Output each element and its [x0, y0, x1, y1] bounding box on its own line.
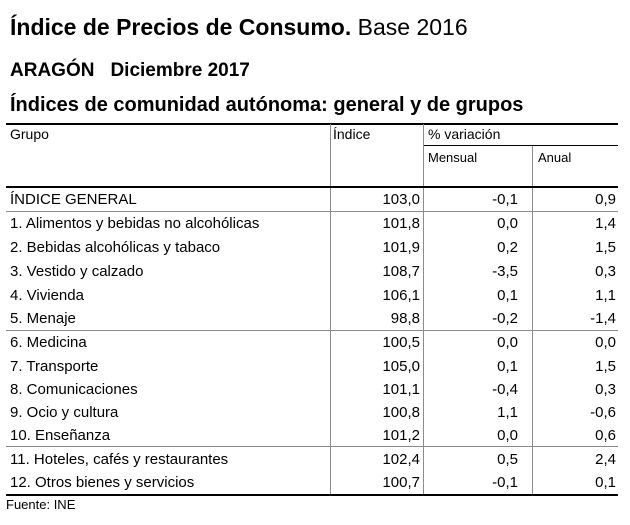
- table-row: [0, 331, 630, 355]
- row-anual: 0,0: [595, 334, 616, 351]
- row-name: 9. Ocio y cultura: [10, 404, 119, 421]
- row-mensual: -0,1: [492, 191, 518, 208]
- table-row: [0, 424, 630, 448]
- row-name: 10. Enseñanza: [10, 427, 111, 444]
- row-indice: 100,5: [382, 334, 420, 351]
- row-indice: 98,8: [390, 310, 420, 327]
- row-indice: 101,1: [382, 381, 420, 398]
- table-row: [0, 188, 630, 212]
- row-name: 2. Bebidas alcohólicas y tabaco: [10, 239, 221, 256]
- row-indice: 103,0: [382, 191, 420, 208]
- row-name: ÍNDICE GENERAL: [10, 191, 137, 208]
- table-row: [0, 448, 630, 472]
- variacion-underline: [423, 145, 618, 146]
- row-name: 6. Medicina: [10, 334, 87, 351]
- page-title: [10, 14, 468, 41]
- row-anual: 0,3: [595, 263, 616, 280]
- body-sep-1: [330, 188, 331, 494]
- row-mensual: -0,1: [492, 474, 518, 491]
- row-mensual: 0,0: [497, 427, 518, 444]
- row-name: 7. Transporte: [10, 358, 99, 375]
- row-anual: -0,6: [590, 404, 616, 421]
- row-indice: 105,0: [382, 358, 420, 375]
- row-anual: 1,5: [595, 239, 616, 256]
- title-base: Base 2016: [357, 14, 468, 40]
- header-top-rule: [6, 123, 618, 125]
- header-sep-2: [423, 124, 424, 187]
- row-anual: 2,4: [595, 451, 616, 468]
- row-anual: 1,4: [595, 215, 616, 232]
- row-mensual: -3,5: [492, 263, 518, 280]
- row-indice: 101,9: [382, 239, 420, 256]
- table-row: [0, 284, 630, 308]
- table-row: [0, 260, 630, 284]
- row-name: 1. Alimentos y bebidas no alcohólicas: [10, 215, 260, 232]
- table-row: [0, 307, 630, 331]
- header-indice: Índice: [333, 126, 371, 142]
- subtitle: [10, 60, 250, 82]
- row-indice: 101,8: [382, 215, 420, 232]
- table-row: [0, 471, 630, 495]
- row-anual: 0,6: [595, 427, 616, 444]
- row-anual: -1,4: [590, 310, 616, 327]
- body-sep-2: [423, 188, 424, 494]
- row-anual: 1,1: [595, 287, 616, 304]
- table-row: [0, 212, 630, 236]
- row-mensual: 0,1: [497, 287, 518, 304]
- row-indice: 106,1: [382, 287, 420, 304]
- row-name: 8. Comunicaciones: [10, 381, 138, 398]
- row-anual: 1,5: [595, 358, 616, 375]
- table-row: [0, 355, 630, 379]
- row-mensual: 0,0: [497, 215, 518, 232]
- row-indice: 108,7: [382, 263, 420, 280]
- row-name: 11. Hoteles, cafés y restaurantes: [10, 451, 229, 468]
- source-note: Fuente: INE: [6, 497, 76, 512]
- row-name: 12. Otros bienes y servicios: [10, 474, 195, 491]
- title-main: Índice de Precios de Consumo.: [10, 14, 352, 40]
- row-indice: 102,4: [382, 451, 420, 468]
- row-anual: 0,1: [595, 474, 616, 491]
- header-sep-1: [330, 124, 331, 187]
- row-mensual: -0,4: [492, 381, 518, 398]
- row-indice: 100,8: [382, 404, 420, 421]
- body-sep-3: [532, 188, 533, 494]
- row-name: 3. Vestido y calzado: [10, 263, 144, 280]
- row-name: 4. Vivienda: [10, 287, 84, 304]
- row-mensual: 0,5: [497, 451, 518, 468]
- row-mensual: 0,1: [497, 358, 518, 375]
- subtitle-region: ARAGÓN: [10, 60, 95, 81]
- header-anual: Anual: [538, 150, 572, 165]
- header-sep-3: [532, 146, 533, 187]
- row-anual: 0,3: [595, 381, 616, 398]
- subtitle-period: Diciembre 2017: [110, 60, 250, 81]
- table-row: [0, 378, 630, 402]
- row-mensual: -0,2: [492, 310, 518, 327]
- row-anual: 0,9: [595, 191, 616, 208]
- row-mensual: 0,2: [497, 239, 518, 256]
- table-row: [0, 401, 630, 425]
- header-grupo: Grupo: [10, 126, 49, 142]
- row-mensual: 0,0: [497, 334, 518, 351]
- row-indice: 100,7: [382, 474, 420, 491]
- table-row: [0, 236, 630, 260]
- header-variacion: % variación: [428, 126, 501, 142]
- row-indice: 101,2: [382, 427, 420, 444]
- row-name: 5. Menaje: [10, 310, 76, 327]
- table-title: Índices de comunidad autónoma: general y de grupos: [10, 94, 524, 116]
- header-mensual: Mensual: [428, 150, 478, 165]
- row-mensual: 1,1: [497, 404, 518, 421]
